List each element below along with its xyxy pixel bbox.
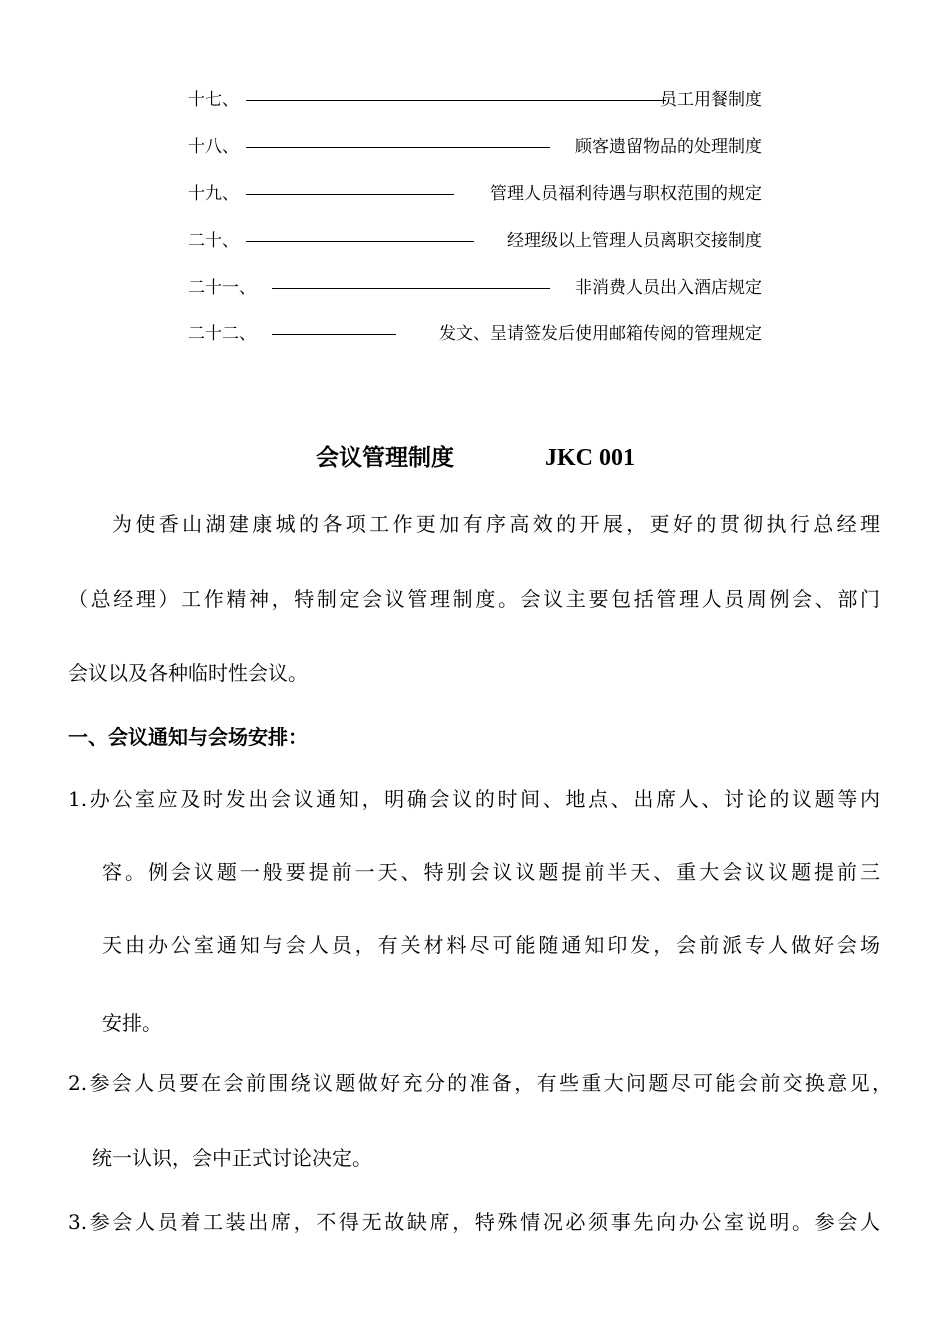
toc-entry-20: [188, 229, 762, 253]
toc-title: 顾客遗留物品的处理制度: [575, 137, 762, 157]
toc-entry-19: [188, 182, 762, 206]
toc-entry-18: [188, 135, 762, 159]
toc-number: 十八、: [188, 137, 239, 157]
heading-title: 会议管理制度: [316, 444, 454, 471]
section-heading: [0, 440, 950, 476]
toc-number: 十七、: [188, 90, 239, 110]
toc-leader-line: [272, 288, 550, 289]
toc-leader-line: [246, 241, 474, 242]
toc-leader-line: [246, 100, 666, 101]
clause-1-line: 容。例会议题一般要提前一天、特别会议议题提前半天、重大会议议题提前三: [102, 860, 880, 884]
document-code: JKC 001: [545, 445, 635, 471]
clause-2-line: 2.参会人员要在会前围绕议题做好充分的准备，有些重大问题尽可能会前交换意见，: [68, 1071, 892, 1095]
toc-entry-17: [188, 88, 762, 112]
intro-line: （总经理）工作精神，特制定会议管理制度。会议主要包括管理人员周例会、部门: [68, 587, 880, 611]
toc-leader-line: [272, 334, 396, 335]
intro-line: 为使香山湖建康城的各项工作更加有序高效的开展，更好的贯彻执行总经理: [112, 512, 880, 536]
clause-1-line: 1.办公室应及时发出会议通知，明确会议的时间、地点、出席人、讨论的议题等内: [68, 787, 880, 811]
toc-number: 二十二、: [188, 324, 256, 344]
toc-entry-22: [188, 322, 762, 346]
clause-3-line: 3.参会人员着工装出席，不得无故缺席，特殊情况必须事先向办公室说明。参会人: [68, 1210, 880, 1234]
toc-title: 发文、呈请签发后使用邮箱传阅的管理规定: [439, 324, 762, 344]
toc-title: 非消费人员出入酒店规定: [575, 278, 762, 298]
toc-number: 二十一、: [188, 278, 256, 298]
toc-entry-21: [188, 276, 762, 300]
clause-1-line: 安排。: [102, 1011, 162, 1035]
toc-title: 管理人员福利待遇与职权范围的规定: [490, 184, 762, 204]
toc-number: 十九、: [188, 184, 239, 204]
toc-number: 二十、: [188, 231, 239, 251]
clause-1-line: 天由办公室通知与会人员，有关材料尽可能随通知印发，会前派专人做好会场: [102, 933, 880, 957]
toc-title: 员工用餐制度: [660, 90, 762, 110]
toc-leader-line: [246, 147, 550, 148]
clause-2-line: 统一认识，会中正式讨论决定。: [92, 1146, 372, 1170]
section-title: 一、会议通知与会场安排：: [68, 725, 308, 749]
intro-line: 会议以及各种临时性会议。: [68, 661, 308, 685]
toc-leader-line: [246, 194, 454, 195]
toc-title: 经理级以上管理人员离职交接制度: [507, 231, 762, 251]
